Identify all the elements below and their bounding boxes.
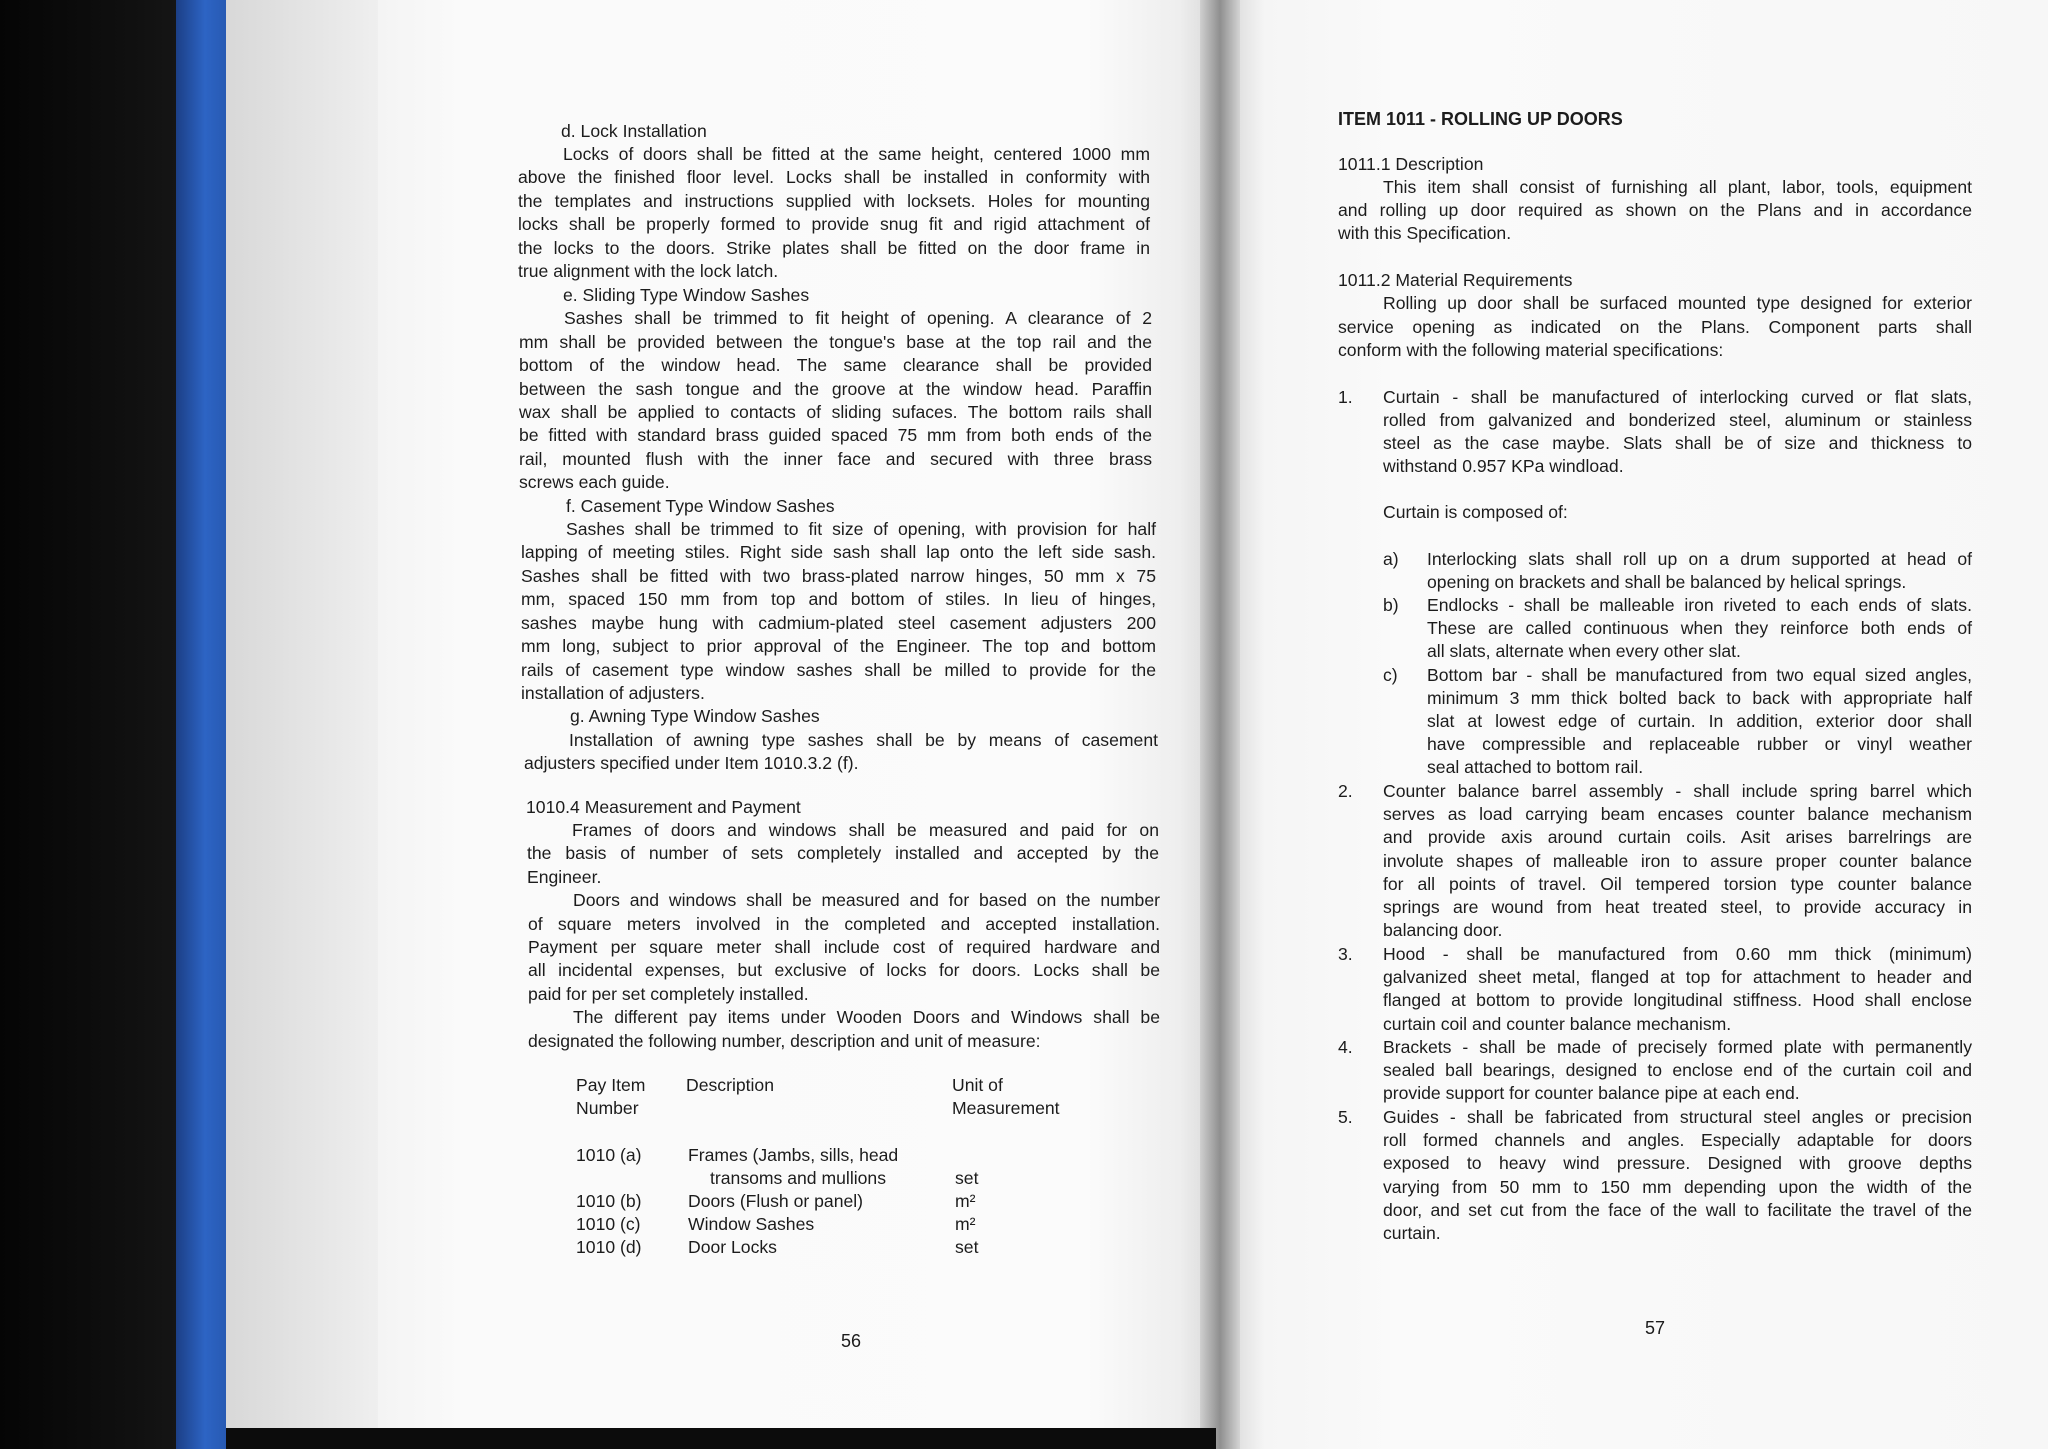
- paragraph-line: locks shall be properly formed to provide snug fit and rigid attachment of: [518, 214, 1150, 234]
- paragraph-line: the locks to the doors. Strike plates shall be fitted on the door frame in: [518, 238, 1150, 258]
- page-number-left: 56: [841, 1331, 862, 1351]
- list-item-line: roll formed channels and angles. Especially adaptable for doors: [1383, 1130, 1972, 1150]
- book-gutter: [1200, 0, 1240, 1449]
- paragraph-line: Sashes shall be trimmed to fit size of opening, with provision for half: [566, 519, 1156, 539]
- table-cell-description: Frames (Jambs, sills, head: [688, 1145, 899, 1165]
- table-cell-unit: set: [955, 1168, 979, 1188]
- list-item-line: exposed to heavy wind pressure. Designed with groove depths: [1383, 1153, 1972, 1173]
- list-item-line: Brackets - shall be made of precisely formed plate with permanently: [1383, 1037, 1972, 1057]
- table-cell-description: Doors (Flush or panel): [688, 1191, 864, 1211]
- sublist-item-line: minimum 3 mm thick bolted back to back with appropriate half: [1427, 688, 1972, 708]
- list-marker: 4.: [1338, 1037, 1353, 1057]
- paragraph-line: and rolling up door required as shown on the Plans and in accordance: [1338, 200, 1972, 220]
- table-cell-number: 1010 (c): [576, 1214, 641, 1234]
- sublist-marker: a): [1383, 549, 1399, 569]
- list-item-line: galvanized sheet metal, flanged at top for attachment to header and: [1383, 967, 1972, 987]
- list-item-line: sealed ball bearings, designed to enclose end of the curtain coil and: [1383, 1060, 1972, 1080]
- list-item-line: balancing door.: [1383, 920, 1503, 940]
- list-item-line: springs are wound from heat treated steel, to provide accuracy in: [1383, 897, 1972, 917]
- sublist-item-line: opening on brackets and shall be balanced by helical springs.: [1427, 572, 1907, 592]
- list-item-line: flanged at bottom to provide longitudinal stiffness. Hood shall enclose: [1383, 990, 1972, 1010]
- list-marker: 3.: [1338, 944, 1353, 964]
- section-heading: 1011.1 Description: [1338, 154, 1484, 174]
- list-item-line: Hood - shall be manufactured from 0.60 mm thick (minimum): [1383, 944, 1972, 964]
- sublist-item-line: all slats, alternate when every other slat.: [1427, 641, 1741, 661]
- table-cell-number: 1010 (a): [576, 1145, 642, 1165]
- paragraph-line: lapping of meeting stiles. Right side sash shall lap onto the left side sash.: [521, 542, 1156, 562]
- paragraph-line: Rolling up door shall be surfaced mounted type designed for exterior: [1383, 293, 1972, 313]
- paragraph-line: Frames of doors and windows shall be measured and paid for on: [572, 820, 1159, 840]
- sublist-marker: b): [1383, 595, 1399, 615]
- paragraph-line: adjusters specified under Item 1010.3.2 (f).: [524, 753, 859, 773]
- paragraph-line: The different pay items under Wooden Doors and Windows shall be: [573, 1007, 1160, 1027]
- list-item-line: varying from 50 mm to 150 mm depending upon the width of the: [1383, 1177, 1972, 1197]
- list-item-line: involute shapes of malleable iron to assure proper counter balance: [1383, 851, 1972, 871]
- paragraph-line: screws each guide.: [519, 472, 670, 492]
- paragraph-line: Doors and windows shall be measured and for based on the number: [573, 890, 1160, 910]
- table-cell-unit: set: [955, 1237, 979, 1257]
- list-item-line: for all points of travel. Oil tempered torsion type counter balance: [1383, 874, 1972, 894]
- table-header-description: Description: [686, 1075, 775, 1095]
- section-heading: 1010.4 Measurement and Payment: [526, 797, 801, 817]
- paragraph-line: Engineer.: [527, 867, 602, 887]
- paragraph-line: service opening as indicated on the Plans. Component parts shall: [1338, 317, 1972, 337]
- underlying-page-edge: [226, 0, 386, 1428]
- table-cell-unit: m²: [955, 1214, 976, 1234]
- list-marker: 5.: [1338, 1107, 1353, 1127]
- list-marker: 1.: [1338, 387, 1353, 407]
- paragraph-line: between the sash tongue and the groove at the window head. Paraffin: [519, 379, 1152, 399]
- table-cell-description: Door Locks: [688, 1237, 777, 1257]
- paragraph-line: mm shall be provided between the tongue's base at the top rail and the: [519, 332, 1152, 352]
- section-heading: 1011.2 Material Requirements: [1338, 270, 1573, 290]
- paragraph-line: wax shall be applied to contacts of sliding sufaces. The bottom rails shall: [519, 402, 1152, 422]
- sublist-item-line: slat at lowest edge of curtain. In addition, exterior door shall: [1427, 711, 1972, 731]
- sublist-item-line: These are called continuous when they reinforce both ends of: [1427, 618, 1972, 638]
- paragraph-line: rail, mounted flush with the inner face and secured with three brass: [519, 449, 1152, 469]
- sublist-item-line: have compressible and replaceable rubber or vinyl weather: [1427, 734, 1972, 754]
- table-header-unit: Unit of: [952, 1075, 1003, 1095]
- sublist-marker: c): [1383, 665, 1398, 685]
- item-heading: ITEM 1011 - ROLLING UP DOORS: [1338, 109, 1623, 129]
- paragraph-line: of square meters involved in the completed and accepted installation.: [528, 914, 1160, 934]
- paragraph-line: Installation of awning type sashes shall be by means of casement: [569, 730, 1158, 750]
- list-item-line: curtain coil and counter balance mechanism.: [1383, 1014, 1732, 1034]
- list-item-line: Guides - shall be fabricated from structural steel angles or precision: [1383, 1107, 1972, 1127]
- list-item-line: serves as load carrying beam encases counter balance mechanism: [1383, 804, 1972, 824]
- sublist-item-line: seal attached to bottom rail.: [1427, 757, 1644, 777]
- paragraph-line: mm long, subject to prior approval of the Engineer. The top and bottom: [521, 636, 1156, 656]
- subsection-heading: e. Sliding Type Window Sashes: [563, 285, 810, 305]
- paragraph-line: above the finished floor level. Locks shall be installed in conformity with: [518, 167, 1150, 187]
- list-item-line: withstand 0.957 KPa windload.: [1383, 456, 1624, 476]
- paragraph-line: sashes maybe hung with cadmium-plated steel casement adjusters 200: [521, 613, 1156, 633]
- table-cell-number: 1010 (b): [576, 1191, 642, 1211]
- list-item-line: steel as the case maybe. Slats shall be of size and thickness to: [1383, 433, 1972, 453]
- paragraph-line: with this Specification.: [1338, 223, 1512, 243]
- paragraph-line: paid for per set completely installed.: [528, 984, 809, 1004]
- subsection-heading: g. Awning Type Window Sashes: [570, 706, 820, 726]
- paragraph-line: rails of casement type window sashes shall be milled to provide for the: [521, 660, 1156, 680]
- list-item-line: curtain.: [1383, 1223, 1441, 1243]
- paragraph-line: conform with the following material specifications:: [1338, 340, 1724, 360]
- list-item-line: and provide axis around curtain coils. Asit arises barrelrings are: [1383, 827, 1972, 847]
- sublist-item-line: Endlocks - shall be malleable iron riveted to each ends of slats.: [1427, 595, 1972, 615]
- list-item-line: door, and set cut from the face of the wall to facilitate the travel of the: [1383, 1200, 1972, 1220]
- paragraph-line: be fitted with standard brass guided spaced 75 mm from both ends of the: [519, 425, 1152, 445]
- table-cell-description: transoms and mullions: [710, 1168, 887, 1188]
- list-marker: 2.: [1338, 781, 1353, 801]
- bottom-shadow: [226, 1428, 1216, 1449]
- paragraph-line: installation of adjusters.: [521, 683, 705, 703]
- paragraph-line: Locks of doors shall be fitted at the same height, centered 1000 mm: [563, 144, 1150, 164]
- paragraph-line: Curtain is composed of:: [1383, 502, 1568, 522]
- paragraph-line: the basis of number of sets completely installed and accepted by the: [527, 843, 1159, 863]
- list-item-line: provide support for counter balance pipe at each end.: [1383, 1083, 1800, 1103]
- table-cell-unit: m²: [955, 1191, 976, 1211]
- paragraph-line: Sashes shall be trimmed to fit height of opening. A clearance of 2: [564, 308, 1152, 328]
- sublist-item-line: Bottom bar - shall be manufactured from two equal sized angles,: [1427, 665, 1972, 685]
- paragraph-line: all incidental expenses, but exclusive of locks for doors. Locks shall be: [528, 960, 1160, 980]
- list-item-line: Curtain - shall be manufactured of interlocking curved or flat slats,: [1383, 387, 1972, 407]
- subsection-heading: d. Lock Installation: [561, 121, 707, 141]
- paragraph-line: designated the following number, description and unit of measure:: [528, 1031, 1041, 1051]
- list-item-line: rolled from galvanized and bonderized steel, aluminum or stainless: [1383, 410, 1972, 430]
- table-header-number: Number: [576, 1098, 639, 1118]
- paragraph-line: This item shall consist of furnishing all plant, labor, tools, equipment: [1383, 177, 1972, 197]
- subsection-heading: f. Casement Type Window Sashes: [566, 496, 835, 516]
- table-header-measurement: Measurement: [952, 1098, 1060, 1118]
- list-item-line: Counter balance barrel assembly - shall include spring barrel which: [1383, 781, 1972, 801]
- table-cell-number: 1010 (d): [576, 1237, 642, 1257]
- paragraph-line: Payment per square meter shall include cost of required hardware and: [528, 937, 1160, 957]
- page-number-right: 57: [1645, 1318, 1666, 1338]
- paragraph-line: the templates and instructions supplied with locksets. Holes for mounting: [518, 191, 1150, 211]
- paragraph-line: bottom of the window head. The same clearance shall be provided: [519, 355, 1152, 375]
- paragraph-line: mm, spaced 150 mm from top and bottom of stiles. In lieu of hinges,: [521, 589, 1156, 609]
- sublist-item-line: Interlocking slats shall roll up on a drum supported at head of: [1427, 549, 1972, 569]
- table-header-pay-item: Pay Item: [576, 1075, 646, 1095]
- paragraph-line: true alignment with the lock latch.: [518, 261, 779, 281]
- paragraph-line: Sashes shall be fitted with two brass-plated narrow hinges, 50 mm x 75: [521, 566, 1156, 586]
- table-cell-description: Window Sashes: [688, 1214, 815, 1234]
